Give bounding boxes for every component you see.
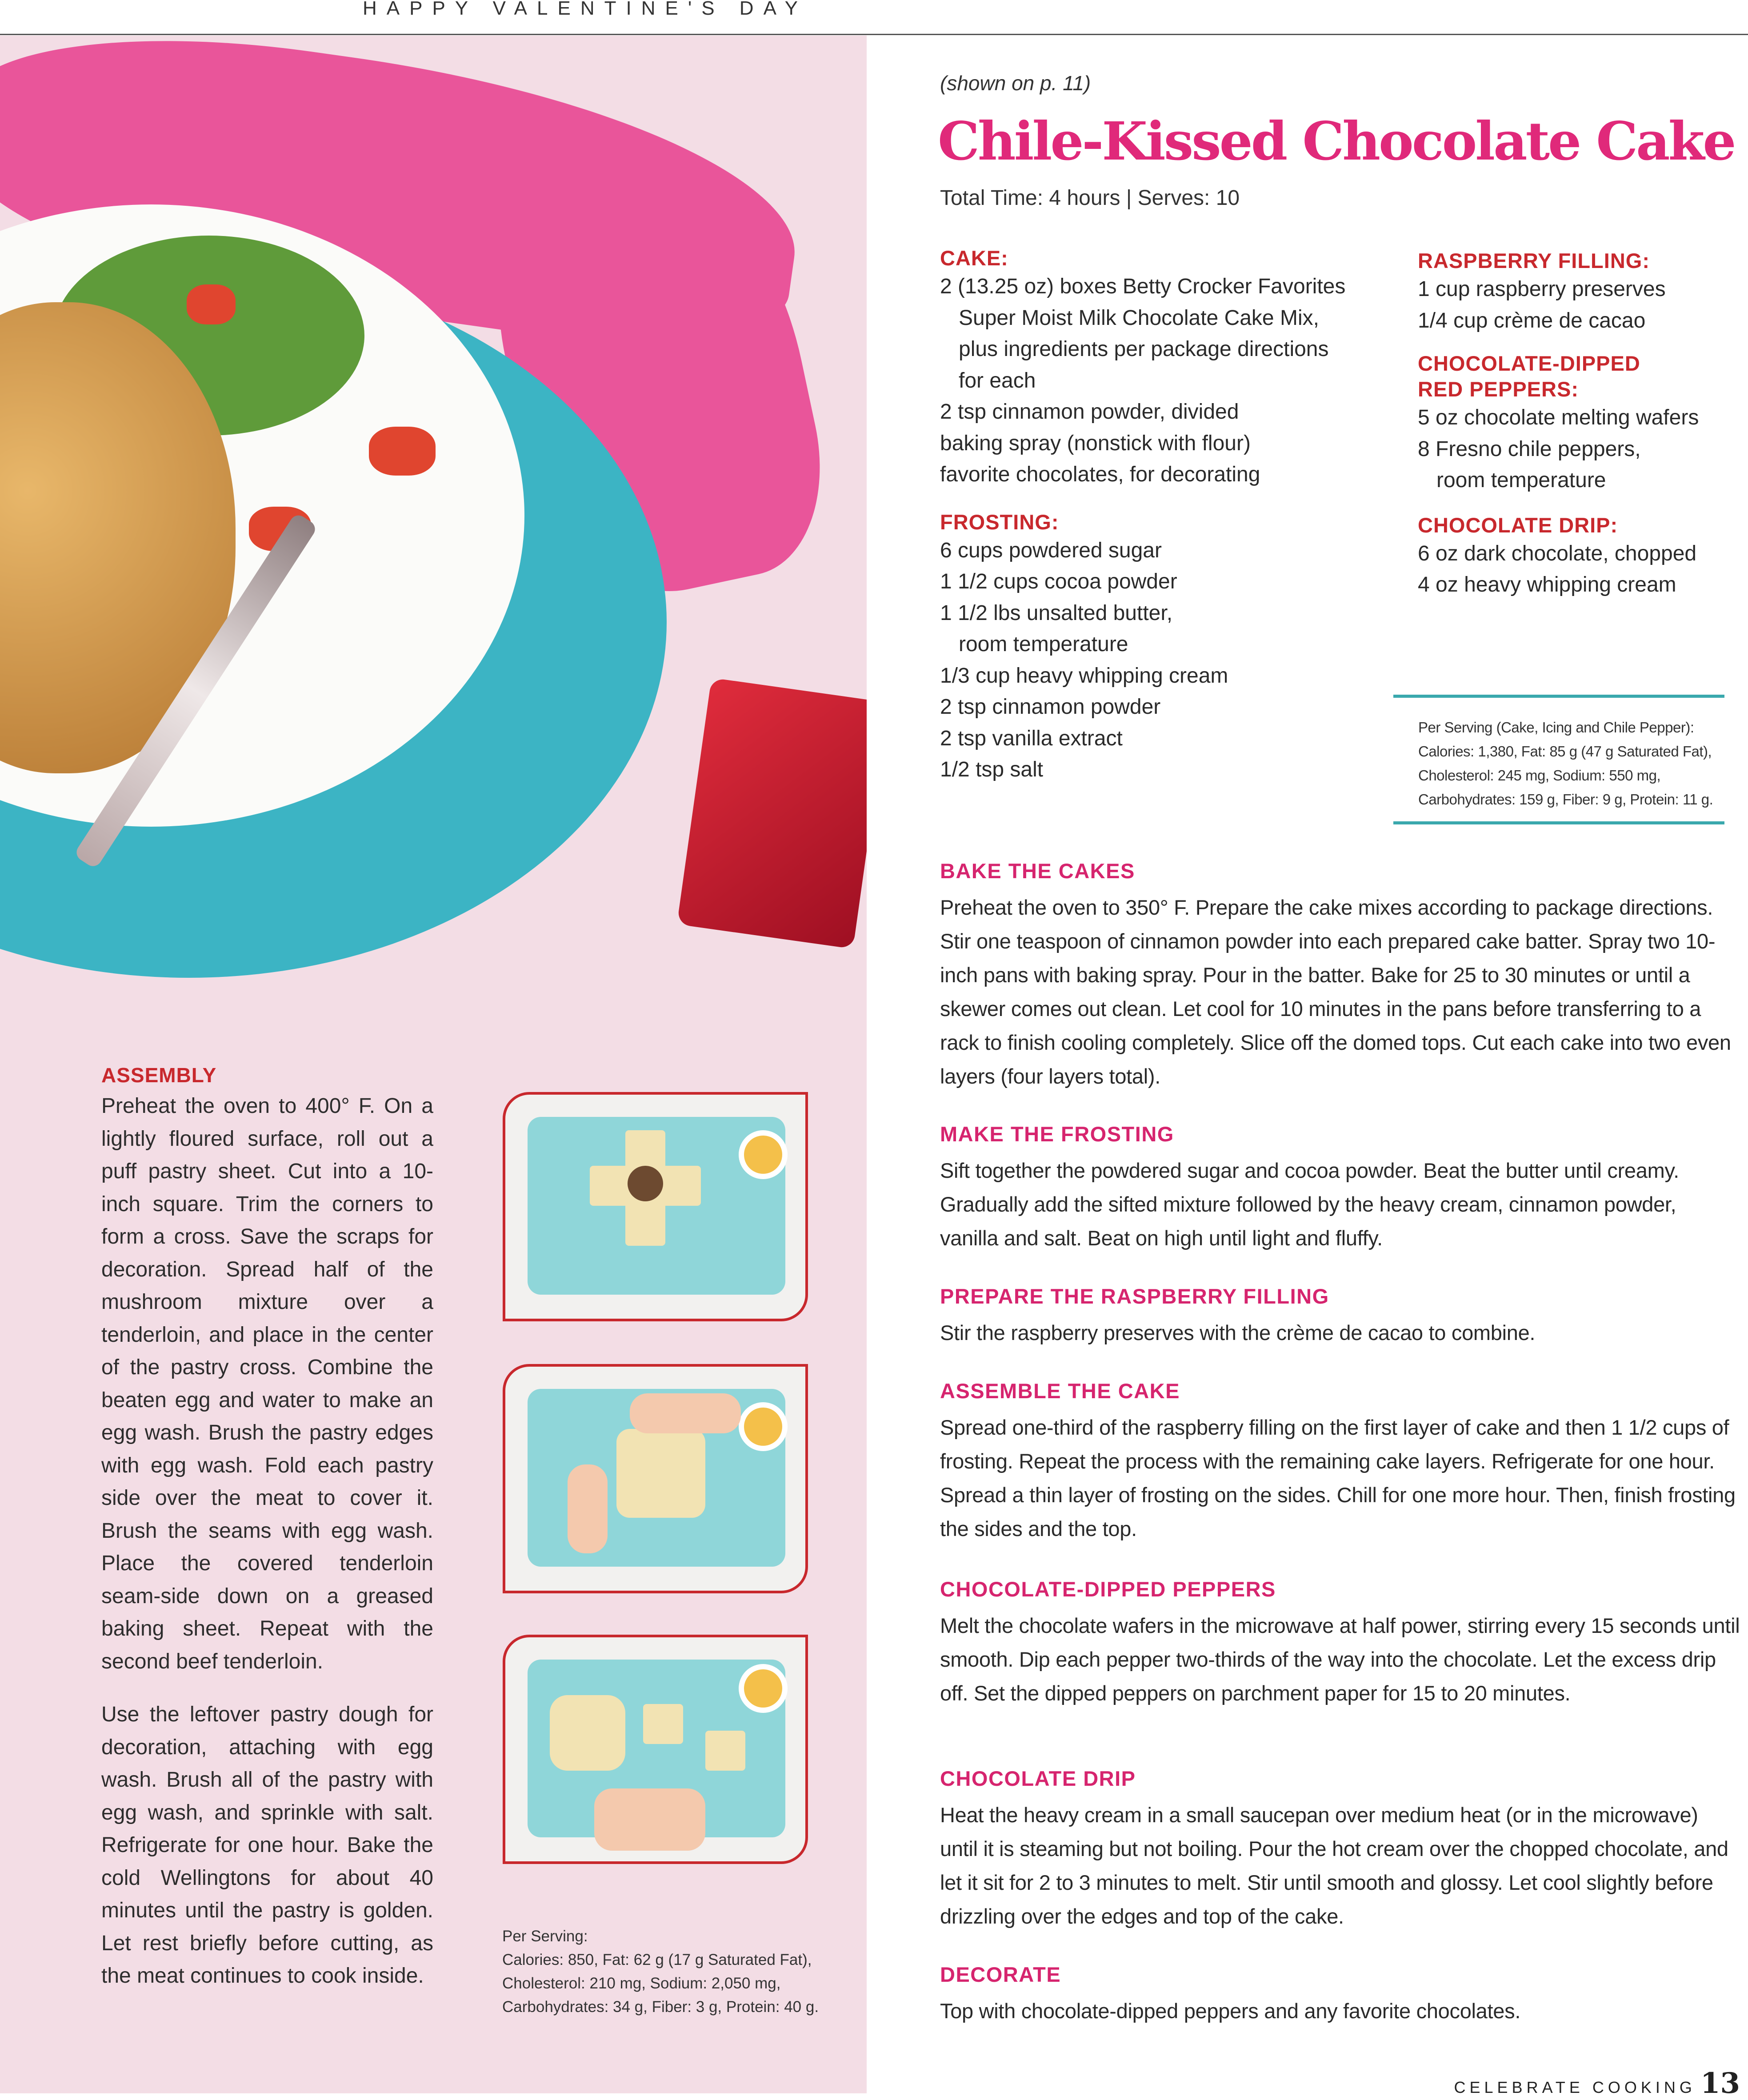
step-photo-2 [503,1364,808,1593]
step-text: Top with chocolate-dipped peppers and any favorite chocolates. [940,1999,1521,2023]
egg-wash-bowl [739,1130,788,1179]
ingredient-item: baking spray (nonstick with flour) [940,431,1251,455]
nutrition-line: Carbohydrates: 159 g, Fiber: 9 g, Protein: 11 g. [1418,791,1713,808]
ingredients-column-2 [1418,248,1747,601]
ingredient-heading: CHOCOLATE-DIPPED RED PEPPERS: [1418,352,1640,401]
header-rule [0,34,1748,35]
ingredient-item: 6 cups powdered sugar [940,538,1162,562]
ingredient-item: 5 oz chocolate melting wafers [1418,406,1699,429]
step-prepare-raspberry-filling [940,1283,1740,1350]
step-heading: ASSEMBLE THE CAKE [940,1379,1180,1403]
assembly-heading: ASSEMBLY [101,1064,217,1087]
ingredient-heading: CHOCOLATE DRIP: [1418,513,1618,537]
ingredient-item: 6 oz dark chocolate, chopped [1418,541,1697,565]
tomato [369,427,436,476]
step-text: Heat the heavy cream in a small saucepan over medium heat (or in the microwave) until it is steaming but not boiling. Pour the hot cream over the chopped chocolate, and let it sit for 2 to 3 minutes to melt. Stir until smooth and glossy. Let cool slightly before drizzling over the edges and top of the cake. [940,1803,1728,1928]
ingredient-item: 1 1/2 cups cocoa powder [940,570,1177,593]
step-text: Melt the chocolate wafers in the microwave at half power, stirring every 15 seconds until smooth. Dip each pepper two-thirds of the way into the chocolate. Let the excess drip off. Set the dipped peppers on parchment paper for 15 to 20 minutes. [940,1614,1740,1705]
step-text: Spread one-third of the raspberry filling on the first layer of cake and then 1 1/2 cups of frosting. Repeat the process with the remaining cake layers. Refrigerate for one hour. Spread a thin layer of frosting on the sides. Chill for one more hour. Then, finish frosting the sides and the top. [940,1416,1736,1540]
nutrition-line: Calories: 1,380, Fat: 85 g (47 g Saturated Fat), [1418,743,1712,760]
ingredient-heading: FROSTING: [940,510,1059,534]
ingredient-item: 8 Fresno chile peppers, room temperature [1418,437,1641,492]
nutrition-line: Calories: 850, Fat: 62 g (17 g Saturated Fat), [502,1951,812,1968]
nutrition-line: Cholesterol: 245 mg, Sodium: 550 mg, [1418,767,1661,784]
step-text: Preheat the oven to 350° F. Prepare the cake mixes according to package directions. Stir one teaspoon of cinnamon powder into each prepared cake batter. Spray two 10-inch pans with baking spray. Pour in the batter. Bake for 25 to 30 minutes or until a skewer comes out clean. Let cool for 10 minutes in the pans before transferring to a rack to finish cooling completely. Slice off the domed tops. Cut each cake into two even layers (four layers total). [940,896,1731,1088]
step-photo-1 [503,1092,808,1321]
ingredient-item: favorite chocolates, for decorating [940,463,1260,486]
assembly-paragraph: Preheat the oven to 400° F. On a lightly floured surface, roll out a puff pastry sheet. Cut into a 10-inch square. Trim the corners to form a cross. Save the scraps for decoration. Spread half of the mushroom mixture over a tenderloin, and place in the center of the pastry cross. Combine the beaten egg and water to make an egg wash. Brush the pastry edges with egg wash. Fold each pastry side over the meat to cover it. Brush the seams with egg wash. Place the covered tenderloin seam-side down on a greased baking sheet. Repeat with the second beef tenderloin. [101,1094,433,1673]
beef-wellington-photo [0,36,867,1013]
ingredients-column-1 [940,245,1384,786]
recipe-meta: Total Time: 4 hours | Serves: 10 [940,186,1240,210]
ingredient-item: 1/2 tsp salt [940,758,1044,781]
ingredient-heading: RASPBERRY FILLING: [1418,249,1650,272]
ingredient-item: 2 (13.25 oz) boxes Betty Crocker Favorites Super Moist Milk Chocolate Cake Mix, plus ingredients per package directions for each [940,275,1346,392]
section-title: HAPPY VALENTINE'S DAY [362,0,808,19]
ingredient-item: 1 cup raspberry preserves [1418,277,1666,301]
nutrition-line: Cholesterol: 210 mg, Sodium: 2,050 mg, [502,1975,781,1992]
step-heading: CHOCOLATE-DIPPED PEPPERS [940,1577,1276,1601]
step-heading: BAKE THE CAKES [940,859,1135,883]
step-text: Stir the raspberry preserves with the crème de cacao to combine. [940,1321,1536,1344]
egg-wash-bowl [739,1664,788,1713]
wellington-nutrition [502,1924,819,2019]
egg-wash-bowl [739,1402,788,1451]
ingredient-item: 2 tsp cinnamon powder, divided [940,400,1239,424]
step-make-the-frosting [940,1121,1740,1255]
step-decorate [940,1961,1740,2028]
nutrition-line: Per Serving (Cake, Icing and Chile Pepper): [1418,719,1694,736]
ingredient-item: 4 oz heavy whipping cream [1418,573,1676,596]
step-photo-3 [503,1635,808,1864]
magazine-name: CELEBRATE COOKING [1454,2078,1696,2096]
nutrition-line: Per Serving: [502,1928,588,1945]
ingredient-heading: CAKE: [940,246,1008,270]
recipe-title: Chile-Kissed Chocolate Cake [938,110,1735,172]
step-heading: DECORATE [940,1963,1061,1986]
ingredient-item: 1/3 cup heavy whipping cream [940,664,1228,688]
step-text: Sift together the powdered sugar and cocoa powder. Beat the butter until creamy. Gradually add the sifted mixture followed by the heavy cream, cinnamon powder, vanilla and salt. Beat on high until light and fluffy. [940,1159,1679,1250]
assembly-paragraph: Use the leftover pastry dough for decoration, attaching with egg wash. Brush all of the pastry with egg wash, and sprinkle with salt. Refrigerate for one hour. Bake the cold Wellingtons for about 40 minutes until the pastry is golden. Let rest briefly before cutting, as the meat continues to cook inside. [101,1703,433,1988]
ingredient-item: 1 1/2 lbs unsalted butter, room temperature [940,601,1173,656]
assembly-section [101,1063,433,1992]
ingredient-item: 1/4 cup crème de cacao [1418,308,1646,332]
step-heading: CHOCOLATE DRIP [940,1767,1136,1790]
page-number: 13 [1700,2067,1740,2100]
step-chocolate-dipped-peppers [940,1576,1740,1710]
ingredient-item: 2 tsp vanilla extract [940,726,1123,750]
cake-nutrition-box [1393,695,1724,824]
ingredient-item: 2 tsp cinnamon powder [940,695,1161,719]
step-bake-the-cakes [940,858,1740,1093]
page-footer [1454,2067,1740,2100]
nutrition-line: Carbohydrates: 34 g, Fiber: 3 g, Protein: 40 g. [502,1998,819,2016]
tomato [187,284,236,324]
step-assemble-the-cake [940,1378,1740,1546]
red-gift-box [677,678,867,949]
step-heading: PREPARE THE RASPBERRY FILLING [940,1284,1329,1308]
step-chocolate-drip [940,1765,1740,1933]
step-heading: MAKE THE FROSTING [940,1122,1174,1146]
shown-on-note: (shown on p. 11) [940,72,1091,95]
